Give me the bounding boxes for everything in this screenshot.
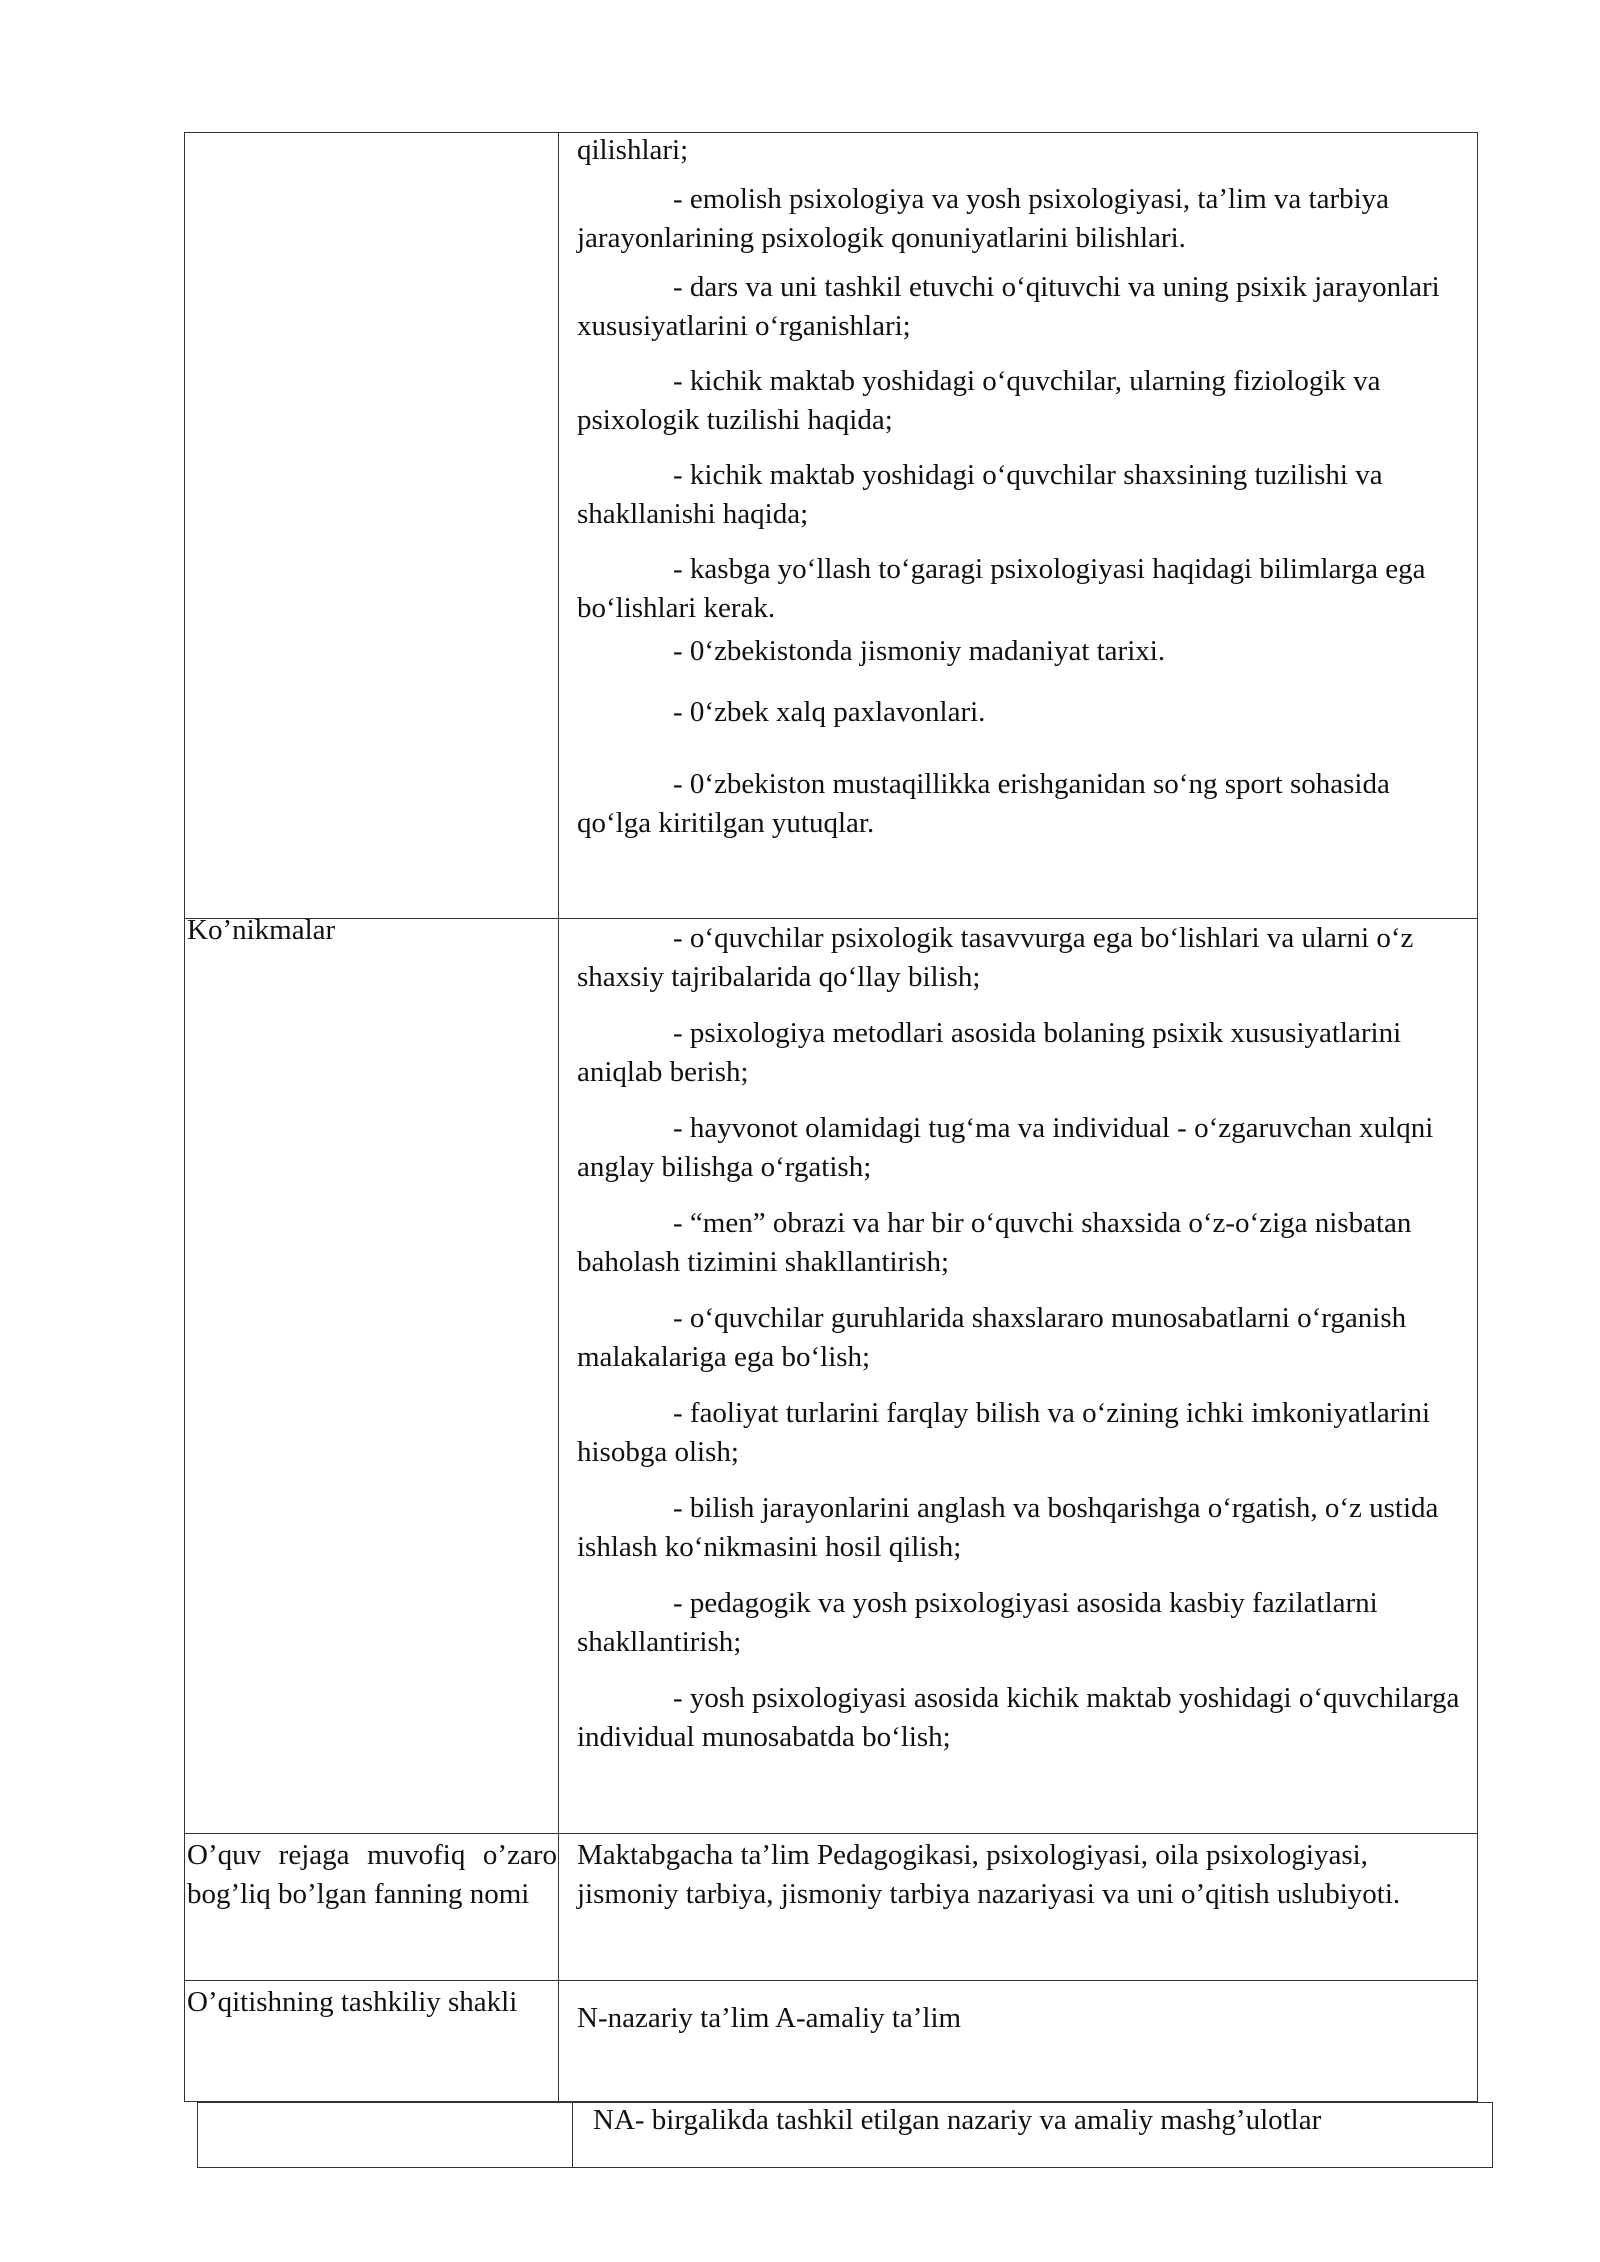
- related-subject-label: O’quv rejaga muvofiq o’zaro bog’liq bo’lgan fanning nomi: [187, 1839, 557, 1910]
- row1-paragraph: qilishlari;: [577, 134, 689, 166]
- row1-paragraph: - emolish psixologiya va yosh psixologiyasi, ta’lim va tarbiya jarayonlarining psixologik qonuniyatlarini bilishlari.: [577, 183, 1390, 254]
- row5-right-cell: [593, 2101, 1483, 2140]
- row2-paragraph: - o‘quvchilar guruhlarida shaxslararo munosabatlarni o‘rganish malakalariga ega bo‘lish;: [577, 1302, 1407, 1373]
- column-divider: [558, 133, 559, 2101]
- row4-right-cell: [577, 1999, 1467, 2038]
- row-divider: [185, 1833, 1477, 1834]
- row1-paragraph: - 0‘zbek xalq paxlavonlari.: [673, 696, 986, 728]
- teaching-form-value: N-nazariy ta’lim A-amaliy ta’lim: [577, 2002, 962, 2034]
- table-continuation-row: [197, 2102, 1493, 2168]
- row2-left-cell: [187, 911, 557, 950]
- row2-paragraph: - yosh psixologiyasi asosida kichik maktab yoshidagi o‘quvchilarga individual munosabatda bo‘lish;: [577, 1682, 1460, 1753]
- row-divider: [185, 1980, 1477, 1981]
- row2-paragraph: - hayvonot olamidagi tug‘ma va individual - o‘zgaruvchan xulqni anglay bilishga o‘rgatish;: [577, 1112, 1434, 1183]
- row2-paragraph: - bilish jarayonlarini anglash va boshqarishga o‘rgatish, o‘z ustida ishlash ko‘nikmasini hosil qilish;: [577, 1492, 1439, 1563]
- row3-left-cell: [187, 1836, 557, 1914]
- skills-label: Ko’nikmalar: [187, 914, 336, 946]
- row2-paragraph: - “men” obrazi va har bir o‘quvchi shaxsida o‘z-o‘ziga nisbatan baholash tizimini shakllantirish;: [577, 1207, 1412, 1278]
- teaching-form-note: NA- birgalikda tashkil etilgan nazariy va amaliy mashg’ulotlar: [593, 2104, 1322, 2136]
- curriculum-table: [184, 132, 1478, 2102]
- row2-paragraph: - pedagogik va yosh psixologiyasi asosida kasbiy fazilatlarni shakllantirish;: [577, 1587, 1378, 1658]
- row1-paragraph: - kasbga yo‘llash to‘garagi psixologiyasi haqidagi bilimlarga ega bo‘lishlari kerak.: [577, 553, 1426, 624]
- row1-paragraph: - 0‘zbekistonda jismoniy madaniyat tarixi.: [673, 635, 1166, 667]
- row1-paragraph: - dars va uni tashkil etuvchi o‘qituvchi va uning psixik jarayonlari xususiyatlarini o‘rganishlari;: [577, 271, 1440, 342]
- column-divider: [572, 2103, 573, 2167]
- row2-right-cell: [577, 919, 1467, 1757]
- row1-paragraph: - kichik maktab yoshidagi o‘quvchilar shaxsining tuzilishi va shakllanishi haqida;: [577, 459, 1383, 530]
- row2-paragraph: - o‘quvchilar psixologik tasavvurga ega bo‘lishlari va ularni o‘z shaxsiy tajribalarida qo‘llay bilish;: [577, 922, 1414, 993]
- row3-right-cell: [577, 1836, 1467, 1914]
- row4-left-cell: [187, 1983, 557, 2022]
- row2-paragraph: - faoliyat turlarini farqlay bilish va o‘zining ichki imkoniyatlarini hisobga olish;: [577, 1397, 1431, 1468]
- row1-paragraph: - kichik maktab yoshidagi o‘quvchilar, ularning fiziologik va psixologik tuzilishi haqida;: [577, 365, 1381, 436]
- related-subject-value: Maktabgacha ta’lim Pedagogikasi, psixologiyasi, oila psixologiyasi, jismoniy tarbiya, jismoniy tarbiya nazariyasi va uni o’qitish uslubiyoti.: [577, 1839, 1401, 1910]
- row2-paragraph: - psixologiya metodlari asosida bolaning psixik xususiyatlarini aniqlab berish;: [577, 1017, 1402, 1088]
- teaching-form-label: O’qitishning tashkiliy shakli: [187, 1986, 518, 2018]
- row1-right-cell: [577, 131, 1467, 843]
- row1-paragraph: - 0‘zbekiston mustaqillikka erishganidan so‘ng sport sohasida qo‘lga kiritilgan yutuqlar.: [577, 768, 1390, 839]
